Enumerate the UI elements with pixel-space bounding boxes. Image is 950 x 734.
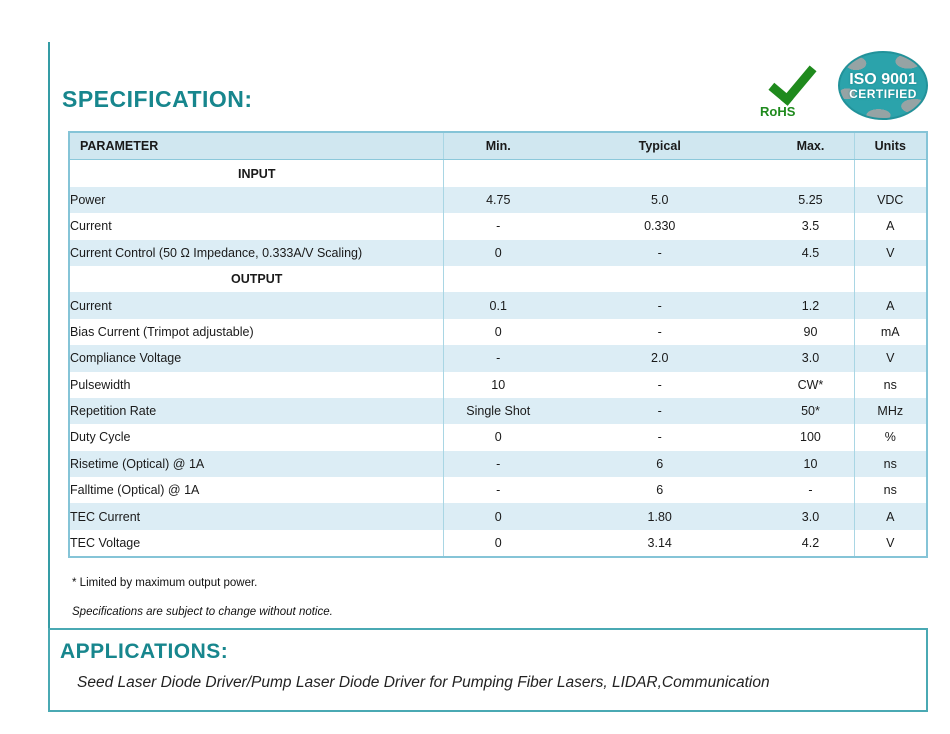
parameter-cell: Falltime (Optical) @ 1A <box>69 477 444 503</box>
applications-heading: APPLICATIONS: <box>60 640 229 663</box>
section-label: OUTPUT <box>69 266 444 292</box>
min-cell: 0 <box>444 503 552 529</box>
max-cell: 3.5 <box>767 213 854 239</box>
table-row <box>69 503 927 529</box>
parameter-cell: TEC Voltage <box>69 530 444 557</box>
max-cell: 90 <box>767 319 854 345</box>
max-cell: 3.0 <box>767 503 854 529</box>
min-cell: 0 <box>494 324 502 339</box>
max-cell: 100 <box>767 424 854 450</box>
empty-cell <box>444 266 552 292</box>
max-cell: 4.5 <box>767 240 854 266</box>
rohs-checkmark-icon <box>768 55 816 106</box>
min-cell: 0.1 <box>444 292 552 318</box>
parameter-cell: Compliance Voltage <box>69 345 444 371</box>
typical-cell: 6 <box>552 451 767 477</box>
typical-cell: 2.0 <box>552 345 767 371</box>
units-cell: VDC <box>854 187 927 213</box>
max-cell: 5.25 <box>767 187 854 213</box>
units-cell: A <box>886 219 895 234</box>
units-cell: V <box>854 345 927 371</box>
min-cell: 4.75 <box>444 187 552 213</box>
max-cell: 3.0 <box>767 345 854 371</box>
empty-cell <box>444 160 552 187</box>
column-header-min: Min. <box>444 132 552 160</box>
footnote-limit: * Limited by maximum output power. <box>72 577 258 589</box>
min-cell: - <box>496 219 501 234</box>
table-row <box>69 240 927 266</box>
min-cell: - <box>496 483 501 498</box>
typical-cell: - <box>657 377 662 392</box>
typical-cell: - <box>552 240 767 266</box>
units-cell: % <box>884 430 896 445</box>
typical-cell: - <box>552 398 767 424</box>
typical-cell: - <box>657 324 662 339</box>
table-row <box>69 477 927 503</box>
table-row <box>69 451 927 477</box>
table-row <box>69 398 927 424</box>
min-cell: - <box>444 345 552 371</box>
min-cell: - <box>444 451 552 477</box>
specification-table <box>68 131 928 558</box>
units-cell: A <box>854 503 927 529</box>
iso-badge-line2: CERTIFIED <box>849 86 917 101</box>
column-header-max: Max. <box>767 132 854 160</box>
table-row <box>69 530 927 557</box>
column-header-typical: Typical <box>552 132 767 160</box>
typical-cell: 6 <box>656 483 664 498</box>
units-cell: ns <box>883 483 897 498</box>
max-cell: 50* <box>767 398 854 424</box>
empty-cell <box>767 266 854 292</box>
parameter-cell: Repetition Rate <box>69 398 444 424</box>
table-row <box>69 187 927 213</box>
rohs-label: RoHS <box>760 104 796 119</box>
typical-cell: 0.330 <box>644 219 676 234</box>
footnote-change-notice: Specifications are subject to change without notice. <box>72 606 333 618</box>
column-header-parameter: PARAMETER <box>69 132 444 160</box>
section-row <box>69 266 927 292</box>
empty-cell <box>552 160 767 187</box>
iso-9001-badge-icon <box>838 51 928 120</box>
parameter-cell: Pulsewidth <box>69 372 444 398</box>
rohs-badge <box>758 52 820 120</box>
units-cell: A <box>854 292 927 318</box>
max-cell: 10 <box>767 451 854 477</box>
table-row <box>69 424 927 450</box>
parameter-cell: Power <box>69 187 444 213</box>
section-row <box>69 160 927 187</box>
typical-cell: 3.14 <box>647 536 672 551</box>
iso-badge-line1: ISO 9001 <box>849 70 917 88</box>
column-header-units: Units <box>854 132 927 160</box>
units-cell: ns <box>883 377 897 392</box>
table-row <box>69 319 927 345</box>
min-cell: Single Shot <box>444 398 552 424</box>
typical-cell: - <box>657 430 662 445</box>
min-cell: 10 <box>491 377 506 392</box>
min-cell: 0 <box>494 430 502 445</box>
max-cell: 4.2 <box>767 530 854 557</box>
typical-cell: 5.0 <box>552 187 767 213</box>
applications-text: Seed Laser Diode Driver/Pump Laser Diode Driver for Pumping Fiber Lasers, LIDAR,Communication <box>77 674 770 691</box>
empty-cell <box>552 266 767 292</box>
units-cell: V <box>886 536 895 551</box>
parameter-cell: Bias Current (Trimpot adjustable) <box>69 319 444 345</box>
units-cell: V <box>854 240 927 266</box>
empty-cell <box>854 160 927 187</box>
parameter-cell: TEC Current <box>69 503 444 529</box>
typical-cell: 1.80 <box>552 503 767 529</box>
max-cell: - <box>767 477 854 503</box>
typical-cell: - <box>552 292 767 318</box>
table-row <box>69 292 927 318</box>
min-cell: 0 <box>494 536 502 551</box>
max-cell: 1.2 <box>767 292 854 318</box>
parameter-cell: Current <box>69 213 444 239</box>
parameter-cell: Current <box>69 292 444 318</box>
table-row <box>69 213 927 239</box>
section-label: INPUT <box>69 160 444 187</box>
specification-heading: SPECIFICATION: <box>62 86 253 112</box>
spec-table-body <box>69 160 927 557</box>
applications-section <box>48 628 928 712</box>
min-cell: 0 <box>444 240 552 266</box>
units-cell: ns <box>854 451 927 477</box>
table-row <box>69 372 927 398</box>
parameter-cell: Duty Cycle <box>69 424 444 450</box>
units-cell: MHz <box>854 398 927 424</box>
max-cell: CW* <box>767 372 854 398</box>
empty-cell <box>854 266 927 292</box>
left-accent-rule <box>48 42 50 628</box>
parameter-cell: Risetime (Optical) @ 1A <box>69 451 444 477</box>
table-header-row <box>69 132 927 160</box>
parameter-cell: Current Control (50 Ω Impedance, 0.333A/V Scaling) <box>69 240 444 266</box>
table-row <box>69 345 927 371</box>
empty-cell <box>767 160 854 187</box>
units-cell: mA <box>880 324 900 339</box>
